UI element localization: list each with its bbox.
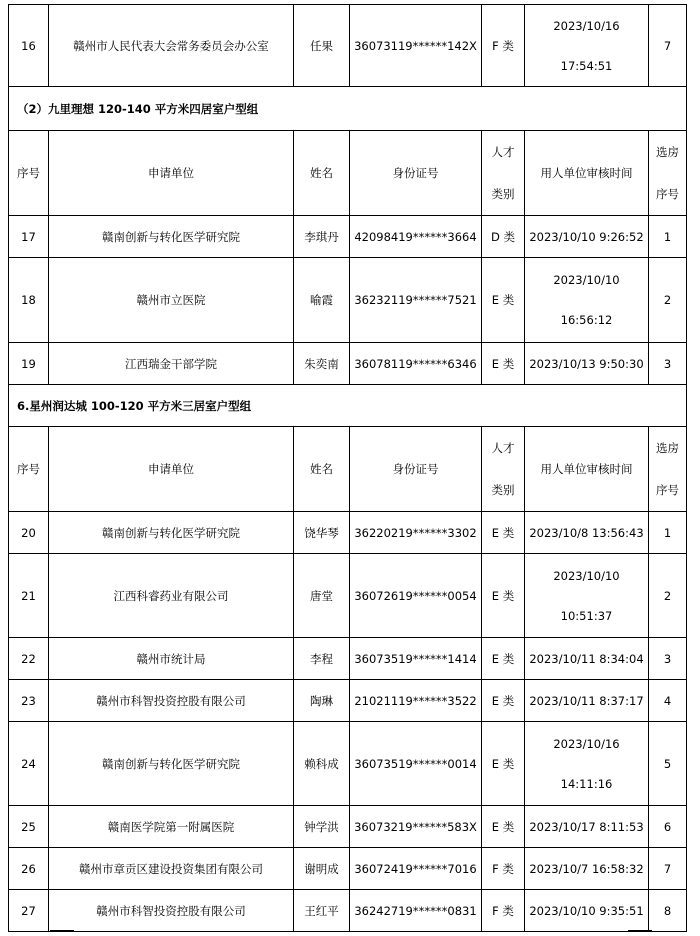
cell-seq [9,638,49,680]
cell-seq [9,258,49,343]
cell-seq-text: 18 [21,293,36,307]
cell-review-time [525,806,649,848]
cell-category-text: E 类 [491,525,515,540]
cell-name-text: 饶华琴 [304,525,339,540]
table-row [9,638,687,680]
cell-review-time [525,554,649,638]
cell-id-text: 36078119******6346 [354,356,477,371]
cell-review-time-text: 2023/10/10 9:26:52 [529,229,644,244]
cell-name-text: 唐堂 [310,588,333,603]
header-name-text: 姓名 [310,462,333,476]
cell-review-time-text: 2023/10/16 [553,736,620,751]
cell-order-text: 7 [663,861,672,876]
cell-category [482,848,525,890]
cell-unit-text: 赣南创新与转化医学研究院 [102,525,240,540]
cell-name-text: 李程 [310,651,333,666]
cell-seq [9,5,49,87]
cell-id-text: 36242719******0831 [354,903,477,918]
table-row [9,848,687,890]
table-row [9,806,687,848]
header-talent-category-text: 类别 [491,483,515,497]
cell-unit-text: 赣州市科智投资控股有限公司 [96,693,246,708]
cell-category-text: E 类 [491,693,515,708]
cell-order [649,680,687,722]
cell-review-time [525,258,649,343]
cell-seq-text: 21 [21,588,36,603]
housing-allocation-table [8,4,687,932]
header-unit [49,427,294,512]
cell-review-time-text: 2023/10/10 [553,273,620,287]
cell-category [482,638,525,680]
section-title: 6.星州润达城 100-120 平方米三居室户型组 [9,385,687,427]
cell-unit-text: 江西科睿药业有限公司 [113,588,229,603]
header-seq-text: 序号 [17,462,40,476]
cell-order [649,216,687,258]
cell-order-text: 7 [663,38,672,53]
cell-name [294,680,350,722]
cell-unit [49,722,294,806]
cell-order [649,512,687,554]
cell-seq [9,216,49,258]
cell-unit-text: 江西瑞金干部学院 [125,356,217,371]
cell-id-text: 36232119******7521 [354,293,477,307]
cell-name [294,554,350,638]
header-seq-text: 序号 [17,166,40,180]
cell-seq [9,722,49,806]
header-choose-order [649,131,687,216]
header-review-time-text: 用人单位审核时间 [540,166,633,180]
cell-review-time [525,216,649,258]
header-unit-text: 申请单位 [148,166,194,180]
cell-name [294,848,350,890]
cell-review-time-text: 2023/10/11 8:34:04 [529,651,644,666]
cell-id [350,554,482,638]
cell-review-time-text: 10:51:37 [560,608,613,623]
cell-seq [9,680,49,722]
cell-unit-text: 赣州市人民代表大会常务委员会办公室 [73,38,269,53]
cell-review-time [525,638,649,680]
cell-order-text: 1 [663,229,672,244]
cell-review-time-text: 2023/10/8 13:56:43 [529,525,644,540]
cell-category-text: E 类 [491,819,515,834]
header-name [294,131,350,216]
cell-order [649,5,687,87]
cell-seq-text: 24 [21,756,36,771]
section-title: （2）九里理想 120-140 平方米四居室户型组 [9,87,687,131]
header-row [9,131,687,216]
cell-category-text: E 类 [491,651,515,666]
header-talent-category-text: 人才 [491,441,515,455]
cell-id-text: 36073519******0014 [354,756,477,771]
cell-order-text: 1 [663,525,672,540]
cell-id-text: 36072619******0054 [354,588,477,603]
cell-unit [49,258,294,343]
cell-review-time-text: 2023/10/11 8:37:17 [529,693,644,708]
cell-id-text: 36072419******7016 [354,861,477,876]
cell-review-time [525,848,649,890]
cell-unit [49,554,294,638]
cell-name-text: 钟学洪 [304,819,339,834]
cell-order-text: 6 [663,819,672,834]
header-review-time-text: 用人单位审核时间 [540,462,633,476]
cell-review-time [525,5,649,87]
cell-id [350,216,482,258]
cell-name-text: 谢明成 [304,861,339,876]
header-talent-category [482,427,525,512]
header-id-text: 身份证号 [392,166,439,180]
cell-category [482,554,525,638]
cell-id-text: 42098419******3664 [354,229,477,244]
cell-review-time-text: 14:11:16 [560,776,613,791]
cell-review-time-text: 16:56:12 [560,313,613,327]
cell-order-text: 8 [663,903,672,918]
cell-category-text: E 类 [491,293,515,307]
table-row [9,343,687,385]
cell-name [294,512,350,554]
cell-order [649,848,687,890]
table-row [9,258,687,343]
page-edge-mark-left [50,930,74,931]
cell-unit-text: 赣州市立医院 [136,293,206,307]
cell-order [649,806,687,848]
header-review-time [525,427,649,512]
cell-order-text: 3 [663,651,672,666]
cell-category [482,680,525,722]
header-unit [49,131,294,216]
cell-unit-text: 赣州市科智投资控股有限公司 [96,903,246,918]
cell-name-text: 陶琳 [310,693,333,708]
cell-seq [9,512,49,554]
cell-order-text: 2 [663,588,672,603]
header-id [350,131,482,216]
cell-seq [9,890,49,932]
cell-review-time-text: 17:54:51 [560,58,613,73]
cell-unit [49,806,294,848]
cell-category-text: F 类 [492,38,514,53]
cell-id [350,722,482,806]
cell-seq [9,848,49,890]
cell-name [294,890,350,932]
cell-review-time [525,680,649,722]
cell-id [350,806,482,848]
header-row [9,427,687,512]
cell-review-time-text: 2023/10/10 9:35:51 [529,903,644,918]
cell-seq-text: 27 [21,903,36,918]
cell-review-time-text: 2023/10/16 [553,18,620,33]
cell-name-text: 朱奕南 [304,356,339,371]
cell-id [350,258,482,343]
header-unit-text: 申请单位 [148,462,194,476]
cell-name-text: 李琪丹 [304,229,339,244]
cell-unit [49,5,294,87]
cell-category [482,343,525,385]
cell-id-text: 36073519******1414 [354,651,477,666]
cell-category [482,258,525,343]
cell-category [482,216,525,258]
cell-id-text: 36073119******142X [354,38,477,53]
cell-order [649,258,687,343]
cell-name [294,722,350,806]
cell-seq-text: 26 [21,861,36,876]
cell-category [482,722,525,806]
cell-seq-text: 17 [21,229,36,244]
header-talent-category [482,131,525,216]
cell-id-text: 36073219******583X [354,819,477,834]
cell-category [482,890,525,932]
cell-order [649,890,687,932]
cell-id [350,890,482,932]
cell-order [649,638,687,680]
table-row [9,722,687,806]
cell-id [350,343,482,385]
table-body [9,5,687,932]
header-choose-order [649,427,687,512]
cell-name [294,343,350,385]
cell-review-time [525,343,649,385]
table-row [9,512,687,554]
header-id [350,427,482,512]
cell-unit [49,680,294,722]
cell-id [350,680,482,722]
cell-name [294,216,350,258]
cell-order [649,722,687,806]
cell-review-time [525,890,649,932]
cell-category-text: F 类 [492,903,514,918]
header-talent-category-text: 人才 [491,145,515,159]
cell-seq-text: 16 [21,38,36,53]
cell-review-time-text: 2023/10/17 8:11:53 [529,819,644,834]
cell-seq [9,806,49,848]
cell-id [350,512,482,554]
cell-unit-text: 赣州市统计局 [136,651,206,666]
cell-order [649,343,687,385]
cell-seq [9,554,49,638]
cell-unit [49,216,294,258]
cell-name-text: 赖科成 [304,756,339,771]
cell-review-time [525,512,649,554]
cell-unit [49,638,294,680]
cell-order-text: 5 [663,756,672,771]
header-choose-order-text: 序号 [656,483,679,497]
cell-unit [49,512,294,554]
cell-name-text: 王红平 [304,903,339,918]
cell-name [294,806,350,848]
cell-name-text: 任果 [310,38,333,53]
cell-order-text: 2 [663,293,672,307]
cell-name [294,638,350,680]
cell-order-text: 4 [663,693,672,708]
cell-order [649,554,687,638]
cell-review-time-text: 2023/10/10 [553,568,620,583]
cell-id-text: 36220219******3302 [354,525,477,540]
section-row [9,87,687,131]
header-id-text: 身份证号 [392,462,439,476]
cell-unit [49,890,294,932]
cell-name [294,5,350,87]
cell-category-text: D 类 [490,229,515,244]
cell-name-text: 喻霞 [310,293,333,307]
cell-category [482,806,525,848]
table-row [9,680,687,722]
cell-seq-text: 25 [21,819,36,834]
header-seq [9,427,49,512]
cell-order-text: 3 [663,356,672,371]
cell-category [482,512,525,554]
cell-seq-text: 22 [21,651,36,666]
header-name [294,427,350,512]
header-choose-order-text: 选房 [656,145,679,159]
cell-unit-text: 赣南创新与转化医学研究院 [102,756,240,771]
cell-id-text: 21021119******3522 [354,693,477,708]
page-edge-mark-right [628,930,652,931]
cell-category-text: E 类 [491,356,515,371]
section-row [9,385,687,427]
cell-category-text: E 类 [491,588,515,603]
header-talent-category-text: 类别 [491,187,515,201]
cell-seq-text: 20 [21,525,36,540]
cell-name [294,258,350,343]
cell-category-text: F 类 [492,861,514,876]
header-choose-order-text: 选房 [656,441,679,455]
cell-review-time-text: 2023/10/13 9:50:30 [529,356,644,371]
cell-seq-text: 19 [21,356,36,371]
cell-category-text: E 类 [491,756,515,771]
cell-unit [49,848,294,890]
cell-id [350,638,482,680]
header-review-time [525,131,649,216]
header-choose-order-text: 序号 [656,187,679,201]
cell-id [350,848,482,890]
cell-category [482,5,525,87]
cell-review-time [525,722,649,806]
table-row [9,5,687,87]
cell-id [350,5,482,87]
header-seq [9,131,49,216]
cell-unit-text: 赣州市章贡区建设投资集团有限公司 [79,861,263,876]
cell-unit-text: 赣南创新与转化医学研究院 [102,229,240,244]
table-row [9,554,687,638]
header-name-text: 姓名 [310,166,333,180]
table-row [9,890,687,932]
cell-seq-text: 23 [21,693,36,708]
table-row [9,216,687,258]
cell-review-time-text: 2023/10/7 16:58:32 [529,861,644,876]
cell-seq [9,343,49,385]
cell-unit-text: 赣南医学院第一附属医院 [107,819,235,834]
cell-unit [49,343,294,385]
